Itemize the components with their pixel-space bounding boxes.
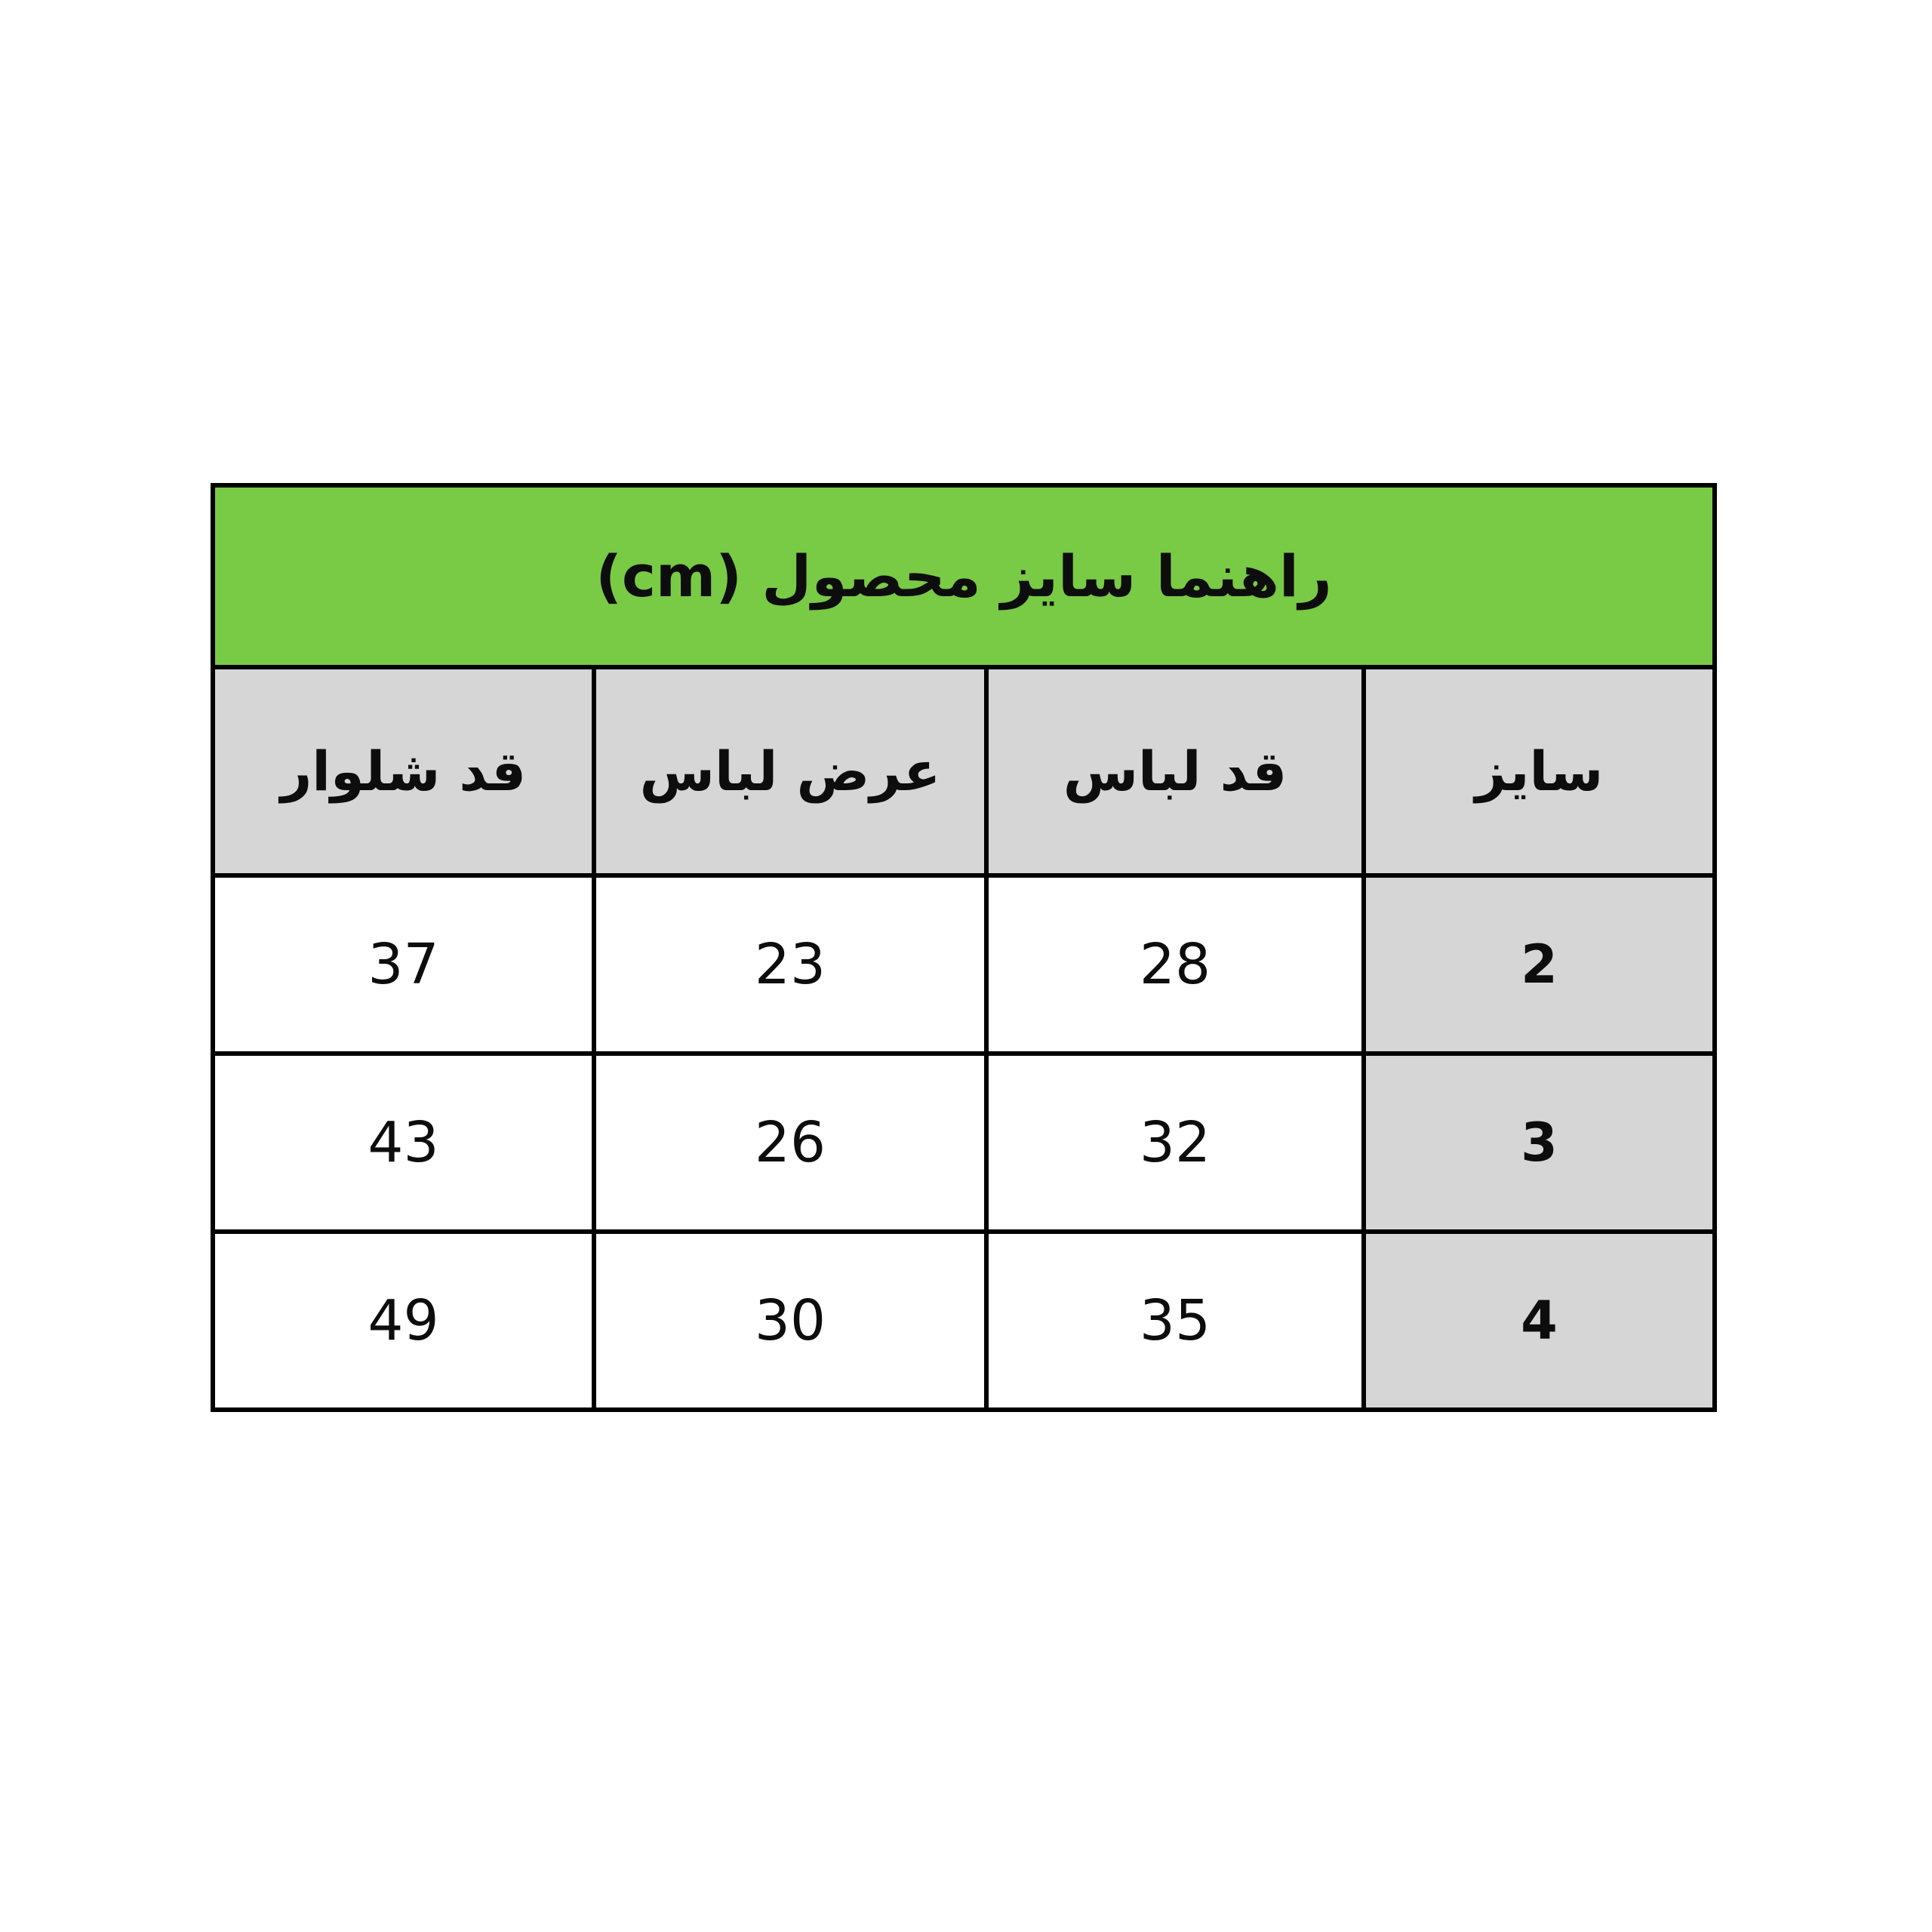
size-guide-table: [211, 483, 1717, 1412]
cell-pant-length: 43: [213, 1054, 594, 1232]
cell-size: 4: [1364, 1232, 1715, 1410]
cell-pant-length: 37: [213, 875, 594, 1054]
cell-garment-length: 32: [986, 1054, 1364, 1232]
table-row: [213, 1054, 1715, 1232]
cell-pant-length: 49: [213, 1232, 594, 1410]
cell-garment-length: 28: [986, 875, 1364, 1054]
size-guide-table-container: [215, 483, 1717, 1412]
cell-garment-width: 23: [594, 875, 986, 1054]
column-header-garment-length: قد لباس: [986, 667, 1364, 875]
table-title-row: [213, 485, 1715, 667]
page-title: [213, 485, 1715, 667]
cell-size: 2: [1364, 875, 1715, 1054]
cell-size: 3: [1364, 1054, 1715, 1232]
table-header-row: [213, 667, 1715, 875]
table-row: [213, 875, 1715, 1054]
table-row: [213, 1232, 1715, 1410]
page-title-text: راهنما سایز محصول (cm): [595, 542, 1332, 610]
cell-garment-width: 30: [594, 1232, 986, 1410]
column-header-garment-width: عرض لباس: [594, 667, 986, 875]
cell-garment-length: 35: [986, 1232, 1364, 1410]
column-header-pant-length: قد شلوار: [213, 667, 594, 875]
column-header-size: سایز: [1364, 667, 1715, 875]
cell-garment-width: 26: [594, 1054, 986, 1232]
